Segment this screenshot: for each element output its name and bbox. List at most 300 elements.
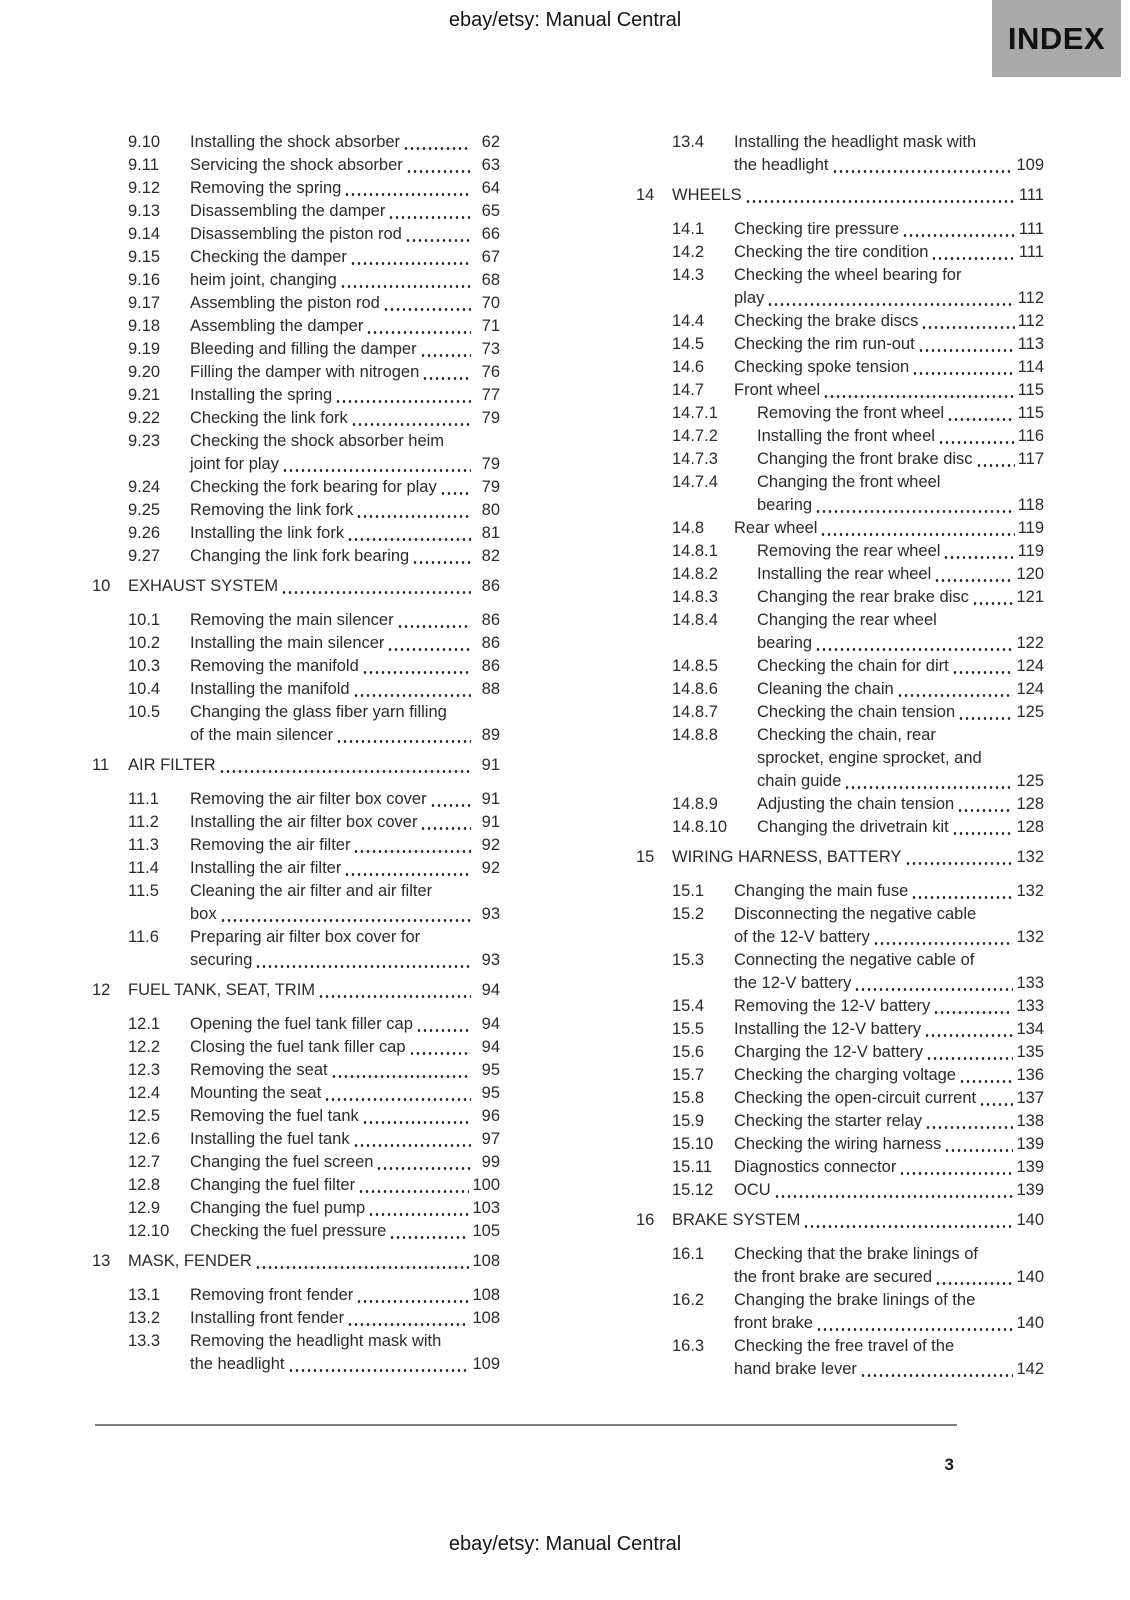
dot-leader — [873, 942, 1014, 945]
dot-leader — [774, 1195, 1014, 1198]
toc-entry — [92, 499, 500, 522]
entry-number: 14.6 — [672, 358, 705, 376]
entry-page-number: 108 — [472, 1309, 500, 1327]
dot-leader — [353, 694, 471, 697]
entry-number: 9.21 — [128, 386, 161, 404]
entry-page-number: 134 — [1016, 1020, 1044, 1038]
entry-body — [190, 223, 500, 246]
dot-leader — [344, 873, 471, 876]
entry-last-line — [190, 246, 500, 269]
toc-entry — [92, 926, 500, 972]
entry-title-line: Removing the manifold — [190, 657, 359, 675]
entry-number: 15.2 — [672, 905, 705, 923]
toc-entry — [92, 1197, 500, 1220]
entry-page-number: 91 — [481, 813, 500, 831]
entry-page-number: 119 — [1017, 542, 1044, 560]
entry-title-line: Cleaning the chain — [757, 680, 894, 698]
entry-page-number: 133 — [1016, 974, 1044, 992]
entry-page-number: 111 — [1018, 186, 1044, 204]
entry-last-line — [190, 632, 500, 655]
entry-page-number: 94 — [481, 981, 500, 999]
dot-leader — [958, 717, 1013, 720]
entry-body — [734, 1087, 1044, 1110]
entry-body — [734, 1110, 1044, 1133]
entry-title-line: Installing the front wheel — [757, 427, 935, 445]
entry-page-number: 121 — [1016, 588, 1044, 606]
entry-last-line — [190, 678, 500, 701]
dot-leader — [803, 1225, 1013, 1228]
toc-chapter-entry — [636, 184, 1044, 207]
entry-page-number: 142 — [1016, 1360, 1044, 1378]
toc-entry — [92, 522, 500, 545]
entry-number: 9.16 — [128, 271, 161, 289]
entry-last-line — [190, 384, 500, 407]
toc-entry — [636, 1041, 1044, 1064]
toc-entry — [92, 223, 500, 246]
entry-last-line — [190, 1105, 500, 1128]
toc-entry — [92, 1036, 500, 1059]
entry-body — [757, 471, 1044, 517]
dot-leader — [344, 193, 471, 196]
dot-leader — [356, 1300, 469, 1303]
entry-last-line — [190, 949, 500, 972]
entry-page-number: 128 — [1016, 795, 1044, 813]
index-badge: INDEX — [992, 0, 1121, 77]
entry-body — [190, 499, 500, 522]
entry-body — [190, 788, 500, 811]
entry-body — [734, 995, 1044, 1018]
entry-page-number: 94 — [481, 1038, 500, 1056]
dot-leader — [281, 591, 471, 594]
entry-number: 9.14 — [128, 225, 161, 243]
entry-title-line: Checking the chain tension — [757, 703, 956, 721]
entry-title-line: Adjusting the chain tension — [757, 795, 955, 813]
entry-page-number: 140 — [1016, 1211, 1044, 1229]
entry-body — [734, 1335, 1044, 1381]
entry-body — [757, 402, 1044, 425]
entry-title-line: the front brake are secured — [734, 1268, 933, 1286]
entry-page-number: 79 — [481, 478, 500, 496]
dot-leader — [340, 285, 471, 288]
toc-entry — [636, 448, 1044, 471]
entry-body — [734, 264, 1044, 310]
toc-entry — [636, 264, 1044, 310]
entry-number: 12.8 — [128, 1176, 161, 1194]
dot-leader — [255, 1266, 470, 1269]
toc-entry — [636, 1179, 1044, 1202]
entry-last-line — [190, 834, 500, 857]
dot-leader — [816, 1328, 1014, 1331]
entry-page-number: 128 — [1016, 818, 1044, 836]
entry-body — [734, 218, 1044, 241]
entry-page-number: 76 — [481, 363, 500, 381]
entry-number: 14.8.9 — [672, 795, 718, 813]
dot-leader — [860, 1374, 1014, 1377]
entry-page-number: 124 — [1016, 657, 1044, 675]
entry-title-line: Cleaning the air filter and air filter — [190, 882, 433, 900]
entry-title-line: Connecting the negative cable of — [734, 951, 975, 969]
dot-leader — [406, 170, 471, 173]
dot-leader — [318, 995, 471, 998]
dot-leader — [412, 561, 471, 564]
entry-title-line: the headlight — [734, 156, 829, 174]
entry-last-line — [190, 476, 500, 499]
toc-entry — [92, 1128, 500, 1151]
entry-title-line: the 12-V battery — [734, 974, 852, 992]
dot-leader — [897, 694, 1014, 697]
dot-leader — [972, 602, 1014, 605]
toc-entry — [636, 218, 1044, 241]
dot-leader — [924, 1034, 1013, 1037]
entry-body — [190, 1036, 500, 1059]
dot-leader — [952, 832, 1014, 835]
entry-title-line: Disconnecting the negative cable — [734, 905, 977, 923]
toc-entry — [636, 425, 1044, 448]
entry-page-number: 77 — [481, 386, 500, 404]
entry-page-number: 113 — [1017, 335, 1044, 353]
toc-entry — [92, 154, 500, 177]
entry-body — [757, 563, 1044, 586]
entry-body — [190, 1128, 500, 1151]
dot-leader — [383, 308, 471, 311]
entry-last-line — [128, 754, 500, 777]
dot-leader — [815, 510, 1015, 513]
entry-title-line: Changing the glass fiber yarn filling — [190, 703, 447, 721]
entry-last-line — [672, 846, 1044, 869]
entry-last-line — [734, 880, 1044, 903]
toc-entry — [92, 315, 500, 338]
entry-body — [190, 545, 500, 568]
entry-page-number: 89 — [481, 726, 500, 744]
entry-title-line: bearing — [757, 496, 813, 514]
dot-leader — [947, 418, 1015, 421]
entry-body — [190, 857, 500, 880]
entry-last-line — [190, 1284, 500, 1307]
toc-entry — [92, 834, 500, 857]
entry-body — [190, 131, 500, 154]
entry-body — [734, 1018, 1044, 1041]
entry-title-line: Installing front fender — [190, 1309, 345, 1327]
entry-page-number: 136 — [1016, 1066, 1044, 1084]
entry-body — [757, 655, 1044, 678]
entry-title-line: Checking the damper — [190, 248, 347, 266]
entry-body — [190, 177, 500, 200]
entry-title-line: Checking tire pressure — [734, 220, 900, 238]
entry-body — [757, 816, 1044, 839]
entry-body — [190, 361, 500, 384]
entry-last-line — [190, 1197, 500, 1220]
entry-number: 12.6 — [128, 1130, 161, 1148]
entry-body — [734, 379, 1044, 402]
dot-leader — [347, 538, 471, 541]
dot-leader — [912, 372, 1014, 375]
entry-last-line — [190, 361, 500, 384]
toc-entry — [636, 563, 1044, 586]
entry-body — [757, 793, 1044, 816]
entry-body — [734, 1243, 1044, 1289]
entry-body — [190, 269, 500, 292]
entry-number: 11 — [92, 756, 110, 774]
entry-number: 14 — [636, 186, 655, 204]
entry-body — [757, 425, 1044, 448]
entry-page-number: 73 — [481, 340, 500, 358]
entry-last-line — [734, 310, 1044, 333]
dot-leader — [420, 827, 471, 830]
entry-body — [190, 1082, 500, 1105]
entry-page-number: 93 — [481, 905, 500, 923]
entry-number: 9.11 — [128, 156, 159, 174]
entry-page-number: 125 — [1016, 703, 1044, 721]
entry-page-number: 80 — [481, 501, 500, 519]
entry-title-line: Changing the front brake disc — [757, 450, 973, 468]
entry-last-line — [190, 1059, 500, 1082]
entry-number: 14.1 — [672, 220, 705, 238]
entry-title-line: Checking that the brake linings of — [734, 1245, 978, 1263]
entry-number: 13.1 — [128, 1286, 161, 1304]
entry-page-number: 86 — [481, 657, 500, 675]
entry-title-line: Removing the air filter box cover — [190, 790, 427, 808]
entry-number: 15.6 — [672, 1043, 705, 1061]
entry-title-line: Installing the shock absorber — [190, 133, 401, 151]
entry-number: 9.27 — [128, 547, 161, 565]
entry-title-line: Removing the 12-V battery — [734, 997, 931, 1015]
dot-leader — [376, 1167, 471, 1170]
entry-page-number: 139 — [1016, 1181, 1044, 1199]
entry-number: 16 — [636, 1211, 655, 1229]
entry-body — [128, 754, 500, 777]
entry-number: 9.12 — [128, 179, 161, 197]
toc-entry — [636, 1087, 1044, 1110]
dot-leader — [331, 1075, 471, 1078]
toc-entry — [92, 857, 500, 880]
entry-title-line: Diagnostics connector — [734, 1158, 897, 1176]
entry-last-line — [190, 1151, 500, 1174]
entry-last-line — [734, 1018, 1044, 1041]
entry-number: 15 — [636, 848, 655, 866]
toc-entry — [636, 903, 1044, 949]
dot-leader — [219, 770, 471, 773]
entry-title-line: Disassembling the damper — [190, 202, 386, 220]
entry-number: 15.9 — [672, 1112, 705, 1130]
toc-entry — [92, 476, 500, 499]
entry-number: 12.1 — [128, 1015, 161, 1033]
entry-last-line — [734, 1312, 1044, 1335]
entry-page-number: 71 — [481, 317, 500, 335]
toc-chapter-entry — [92, 575, 500, 598]
entry-last-line — [190, 292, 500, 315]
entry-body — [190, 1105, 500, 1128]
entry-body — [190, 315, 500, 338]
toc-chapter-entry — [92, 979, 500, 1002]
entry-body — [190, 1151, 500, 1174]
entry-body — [734, 517, 1044, 540]
entry-number: 10.1 — [128, 611, 161, 629]
entry-number: 14.8.1 — [672, 542, 718, 560]
dot-leader — [959, 1080, 1013, 1083]
entry-body — [128, 575, 500, 598]
entry-title-line: play — [734, 289, 765, 307]
entry-body — [190, 609, 500, 632]
dot-leader — [926, 1057, 1014, 1060]
entry-title-line: Mounting the seat — [190, 1084, 322, 1102]
entry-page-number: 119 — [1017, 519, 1044, 537]
entry-title-line: Removing the seat — [190, 1061, 328, 1079]
toc-entry — [636, 949, 1044, 995]
toc-column-left — [92, 131, 500, 1381]
toc-entry — [636, 310, 1044, 333]
entry-last-line — [190, 788, 500, 811]
entry-body — [190, 430, 500, 476]
entry-body — [734, 1041, 1044, 1064]
dot-leader — [938, 441, 1015, 444]
entry-title-line: of the main silencer — [190, 726, 334, 744]
entry-last-line — [734, 333, 1044, 356]
entry-number: 9.19 — [128, 340, 161, 358]
entry-number: 15.11 — [672, 1158, 713, 1176]
entry-page-number: 111 — [1018, 220, 1044, 238]
entry-last-line — [734, 356, 1044, 379]
entry-page-number: 91 — [481, 756, 500, 774]
entry-body — [190, 1307, 500, 1330]
entry-number: 14.7 — [672, 381, 705, 399]
entry-title-line: Checking the open-circuit current — [734, 1089, 977, 1107]
entry-last-line — [190, 724, 500, 747]
entry-number: 15.5 — [672, 1020, 705, 1038]
entry-number: 10.3 — [128, 657, 161, 675]
entry-page-number: 99 — [481, 1153, 500, 1171]
toc-entry — [92, 1059, 500, 1082]
dot-leader — [366, 331, 471, 334]
dot-leader — [767, 303, 1014, 306]
entry-title-line: Changing the main fuse — [734, 882, 909, 900]
entry-last-line — [757, 701, 1044, 724]
entry-last-line — [757, 494, 1044, 517]
entry-body — [734, 880, 1044, 903]
entry-number: 13.4 — [672, 133, 705, 151]
dot-leader — [335, 400, 471, 403]
entry-last-line — [734, 1110, 1044, 1133]
toc-entry — [636, 655, 1044, 678]
entry-last-line — [734, 1064, 1044, 1087]
entry-number: 15.10 — [672, 1135, 714, 1153]
entry-last-line — [190, 223, 500, 246]
entry-title-line: Checking the brake discs — [734, 312, 919, 330]
toc-entry — [636, 1335, 1044, 1381]
entry-body — [734, 131, 1044, 177]
entry-title-line: front brake — [734, 1314, 813, 1332]
entry-body — [190, 926, 500, 972]
entry-page-number: 79 — [481, 409, 500, 427]
entry-title-line: Changing the rear wheel — [757, 611, 937, 629]
entry-page-number: 132 — [1016, 928, 1044, 946]
dot-leader — [362, 671, 471, 674]
entry-last-line — [190, 1353, 500, 1376]
toc-entry — [92, 701, 500, 747]
entry-title-line: Assembling the piston rod — [190, 294, 380, 312]
entry-last-line — [190, 499, 500, 522]
entry-body — [190, 200, 500, 223]
dot-leader — [288, 1369, 470, 1372]
entry-page-number: 97 — [481, 1130, 500, 1148]
entry-title-line: Closing the fuel tank filler cap — [190, 1038, 406, 1056]
entry-last-line — [190, 811, 500, 834]
dot-leader — [353, 1144, 471, 1147]
toc-entry — [92, 545, 500, 568]
toc-entry — [636, 724, 1044, 793]
entry-title-line: of the 12-V battery — [734, 928, 870, 946]
entry-last-line — [734, 1266, 1044, 1289]
entry-title-line: Installing the main silencer — [190, 634, 385, 652]
entry-number: 16.1 — [672, 1245, 705, 1263]
entry-title-line: Checking the starter relay — [734, 1112, 923, 1130]
entry-title-line: Installing the 12-V battery — [734, 1020, 922, 1038]
entry-last-line — [734, 154, 1044, 177]
entry-last-line — [734, 995, 1044, 1018]
entry-last-line — [190, 453, 500, 476]
toc-entry — [636, 880, 1044, 903]
toc-column-right — [636, 131, 1044, 1381]
entry-title-line: Opening the fuel tank filler cap — [190, 1015, 413, 1033]
entry-page-number: 64 — [481, 179, 500, 197]
entry-body — [190, 1013, 500, 1036]
entry-last-line — [190, 522, 500, 545]
dot-leader — [403, 147, 471, 150]
entry-page-number: 81 — [481, 524, 500, 542]
entry-body — [757, 724, 1044, 793]
entry-page-number: 108 — [472, 1252, 500, 1270]
entry-page-number: 124 — [1016, 680, 1044, 698]
entry-title-line: Checking the shock absorber heim — [190, 432, 445, 450]
toc-entry — [92, 131, 500, 154]
toc-entry — [636, 586, 1044, 609]
entry-title-line: Bleeding and filling the damper — [190, 340, 417, 358]
entry-page-number: 132 — [1016, 882, 1044, 900]
dot-leader — [899, 1172, 1013, 1175]
entry-last-line — [190, 1174, 500, 1197]
toc-entry — [92, 609, 500, 632]
entry-body — [672, 184, 1044, 207]
entry-number: 14.7.2 — [672, 427, 718, 445]
entry-title-line: Installing the manifold — [190, 680, 350, 698]
entry-number: 10.5 — [128, 703, 161, 721]
entry-number: 14.4 — [672, 312, 705, 330]
entry-number: 10.4 — [128, 680, 161, 698]
entry-body — [190, 407, 500, 430]
entry-title-line: Rear wheel — [734, 519, 818, 537]
dot-leader — [935, 1282, 1013, 1285]
dot-leader — [416, 1029, 471, 1032]
entry-title-line: Removing the front wheel — [757, 404, 945, 422]
entry-number: 14.8 — [672, 519, 705, 537]
toc-entry — [636, 995, 1044, 1018]
entry-number: 14.8.2 — [672, 565, 718, 583]
dot-leader — [933, 1011, 1013, 1014]
entry-last-line — [757, 793, 1044, 816]
entry-body — [190, 655, 500, 678]
entry-last-line — [672, 184, 1044, 207]
dot-leader — [976, 464, 1015, 467]
entry-body — [734, 1289, 1044, 1335]
entry-body — [128, 979, 500, 1002]
toc-entry — [636, 402, 1044, 425]
entry-title-line: Checking the charging voltage — [734, 1066, 956, 1084]
toc-entry — [92, 1284, 500, 1307]
entry-page-number: 109 — [1016, 156, 1044, 174]
dot-leader — [902, 234, 1015, 237]
dot-leader — [356, 515, 471, 518]
entry-page-number: 96 — [481, 1107, 500, 1125]
entry-page-number: 135 — [1016, 1043, 1044, 1061]
